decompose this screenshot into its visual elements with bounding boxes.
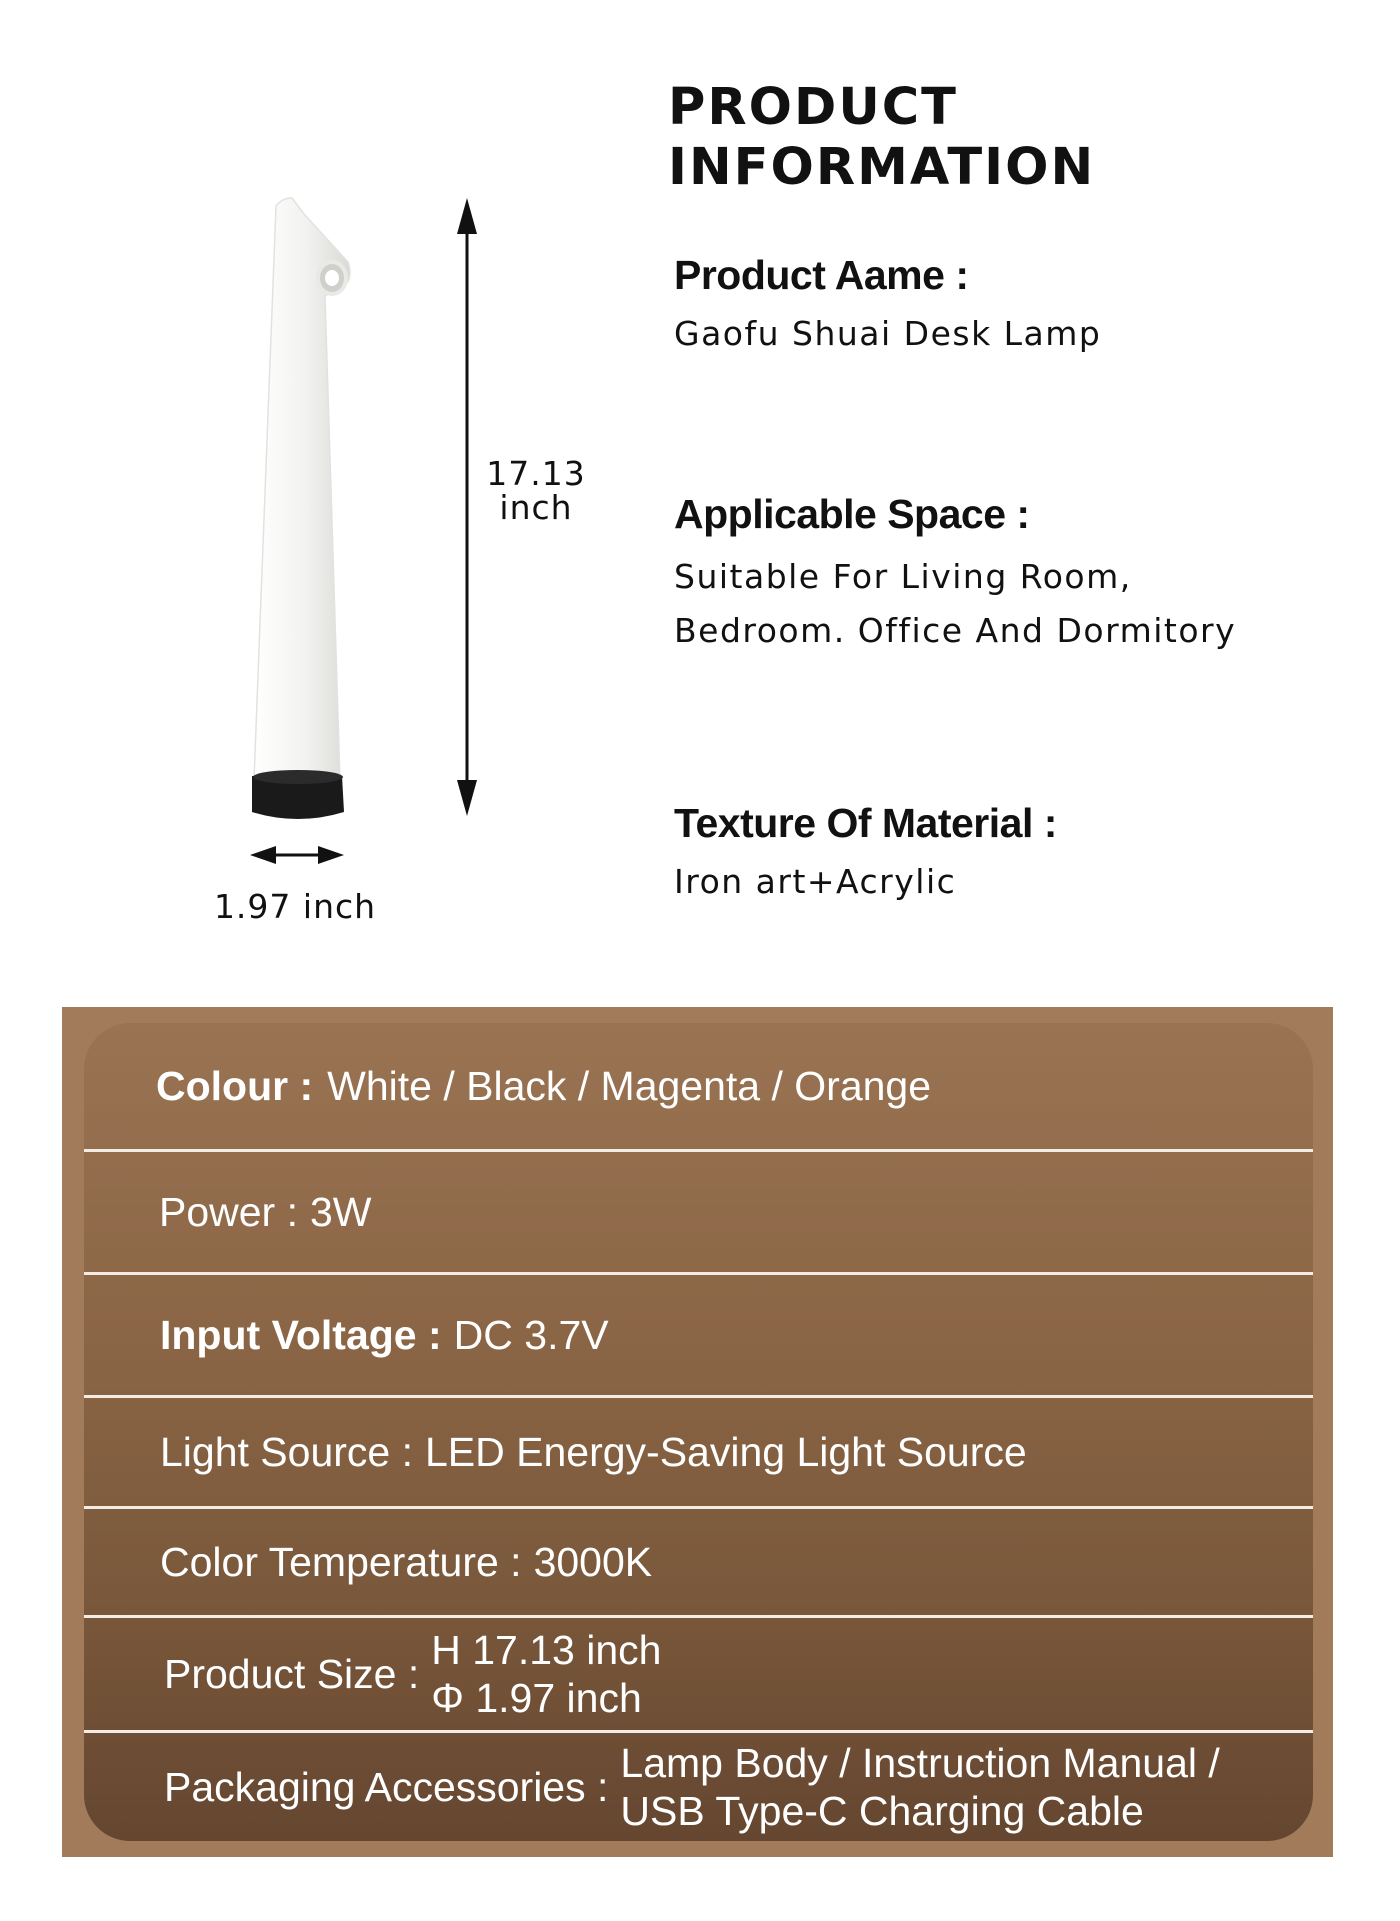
info-value: Iron art+Acrylic: [674, 862, 957, 901]
spec-value: DC 3.7V: [453, 1311, 609, 1358]
spec-row-colour: [84, 1023, 1313, 1149]
info-label: Product Aame :: [674, 252, 969, 298]
spec-value-line: Lamp Body / Instruction Manual /: [620, 1740, 1220, 1786]
double-arrow-horizontal-icon: [250, 846, 344, 864]
lamp-image: [252, 198, 350, 819]
info-value: Gaofu Shuai Desk Lamp: [674, 314, 1102, 353]
spec-panel: [84, 1023, 1313, 1841]
spec-label: Colour :: [156, 1062, 314, 1109]
spec-value-line: Φ 1.97 inch: [431, 1675, 642, 1721]
spec-label: Packaging Accessories :: [164, 1763, 609, 1810]
height-value: 17.13: [486, 454, 586, 493]
spec-row-input-voltage: [84, 1275, 1313, 1395]
spec-value: LED Energy-Saving Light Source: [425, 1428, 1027, 1475]
spec-label: Input Voltage :: [160, 1311, 442, 1358]
height-unit: inch: [499, 488, 573, 527]
width-dimension-label: 1.97 inch: [213, 887, 377, 926]
info-item-applicable-space: [674, 491, 1236, 658]
spec-label: Color Temperature :: [160, 1538, 522, 1585]
info-item-material: [674, 800, 1057, 909]
spec-row-color-temperature: [84, 1509, 1313, 1615]
spec-row-packaging-accessories: [84, 1733, 1313, 1841]
info-label: Applicable Space :: [674, 491, 1030, 537]
spec-label: Power :: [159, 1188, 298, 1235]
spec-label: Product Size :: [164, 1650, 420, 1697]
info-value: Suitable For Living Room,: [674, 557, 1132, 596]
spec-value: 3W: [310, 1188, 372, 1235]
spec-value: White / Black / Magenta / Orange: [327, 1062, 932, 1109]
spec-label: Light Source :: [160, 1428, 413, 1475]
page-title: [668, 78, 1095, 198]
info-value: Bedroom. Office And Dormitory: [674, 611, 1237, 650]
info-label: Texture Of Material :: [674, 800, 1057, 846]
height-dimension-label: [470, 454, 602, 527]
info-item-product-name: [674, 252, 1101, 361]
spec-value-line: USB Type-C Charging Cable: [620, 1788, 1144, 1834]
spec-row-power: [84, 1152, 1313, 1272]
spec-row-product-size: [84, 1618, 1313, 1730]
spec-value: 3000K: [533, 1538, 653, 1585]
spec-value: [620, 1739, 1219, 1835]
page-title-line-2: INFORMATION: [668, 138, 1096, 197]
spec-row-light-source: [84, 1398, 1313, 1506]
spec-value: [431, 1626, 661, 1722]
page-title-line-1: PRODUCT: [668, 78, 958, 137]
spec-value-line: H 17.13 inch: [431, 1627, 662, 1673]
